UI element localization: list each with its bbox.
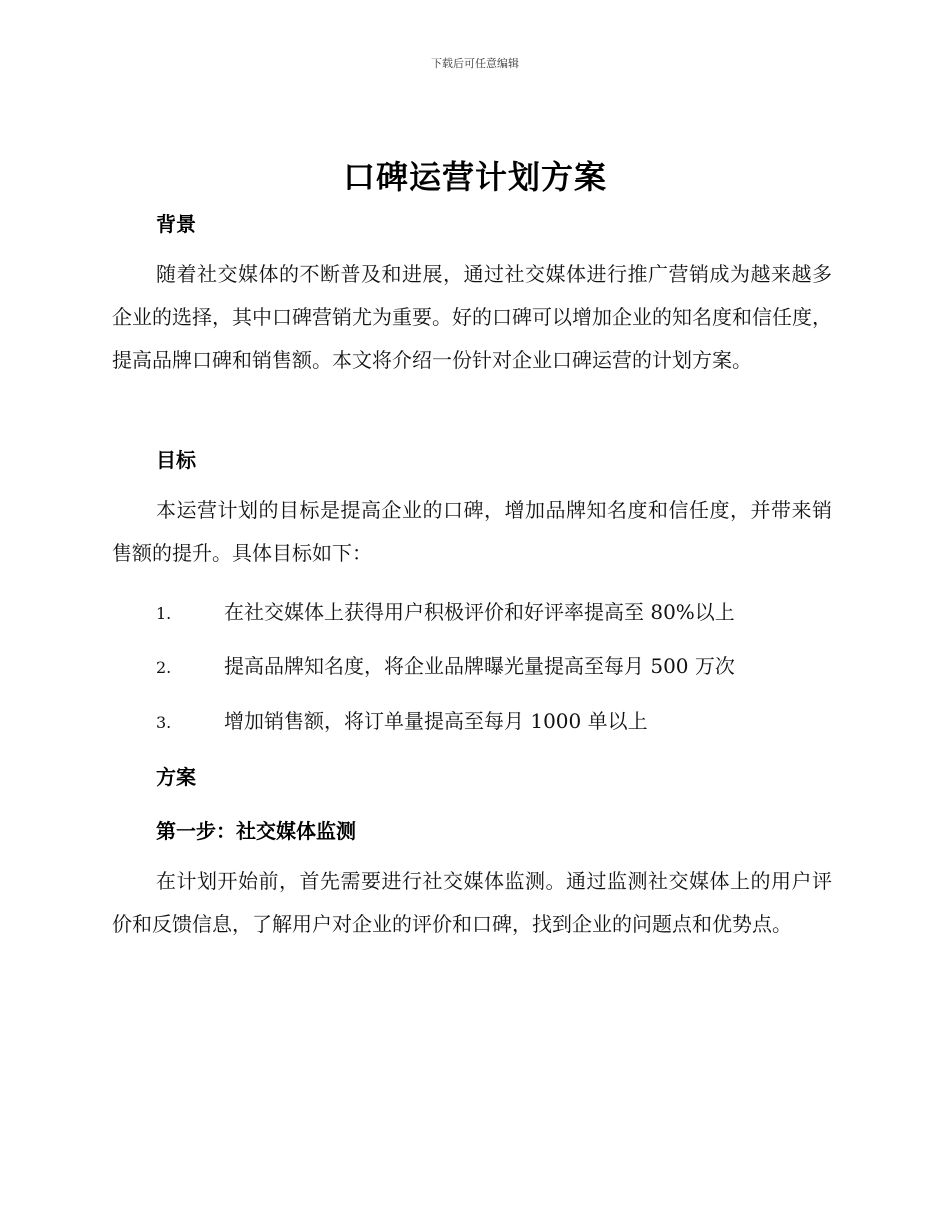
heading-step1: 第一步：社交媒体监测 — [156, 819, 356, 843]
list-text: 增加销售额，将订单量提高至每月 1000 单以上 — [224, 709, 648, 733]
paragraph-background: 随着社交媒体的不断普及和进展，通过社交媒体进行推广营销成为越来越多企业的选择，其中口碑营销尤为重要。好的口碑可以增加企业的知名度和信任度，提高品牌口碑和销售额。本文将介绍一份针对企业口碑运营的计划方案。 — [112, 262, 832, 372]
goal-list-item — [156, 596, 735, 625]
list-text: 提高品牌知名度，将企业品牌曝光量提高至每月 500 万次 — [224, 654, 735, 678]
goal-list-item — [156, 705, 648, 734]
paragraph-step1: 在计划开始前，首先需要进行社交媒体监测。通过监测社交媒体上的用户评价和反馈信息，了解用户对企业的评价和口碑，找到企业的问题点和优势点。 — [112, 869, 832, 936]
list-number: 3. — [156, 713, 172, 732]
heading-background: 背景 — [156, 212, 196, 236]
list-number: 1. — [156, 604, 172, 623]
document-title: 口碑运营计划方案 — [342, 158, 607, 196]
heading-plan: 方案 — [156, 765, 196, 789]
paragraph-goals: 本运营计划的目标是提高企业的口碑，增加品牌知名度和信任度，并带来销售额的提升。具体目标如下： — [112, 498, 832, 565]
goal-list-item — [156, 650, 735, 679]
list-text: 在社交媒体上获得用户积极评价和好评率提高至 80%以上 — [224, 600, 735, 624]
list-number: 2. — [156, 658, 172, 677]
heading-goals: 目标 — [156, 448, 196, 472]
header-note: 下载后可任意编辑 — [431, 57, 519, 70]
